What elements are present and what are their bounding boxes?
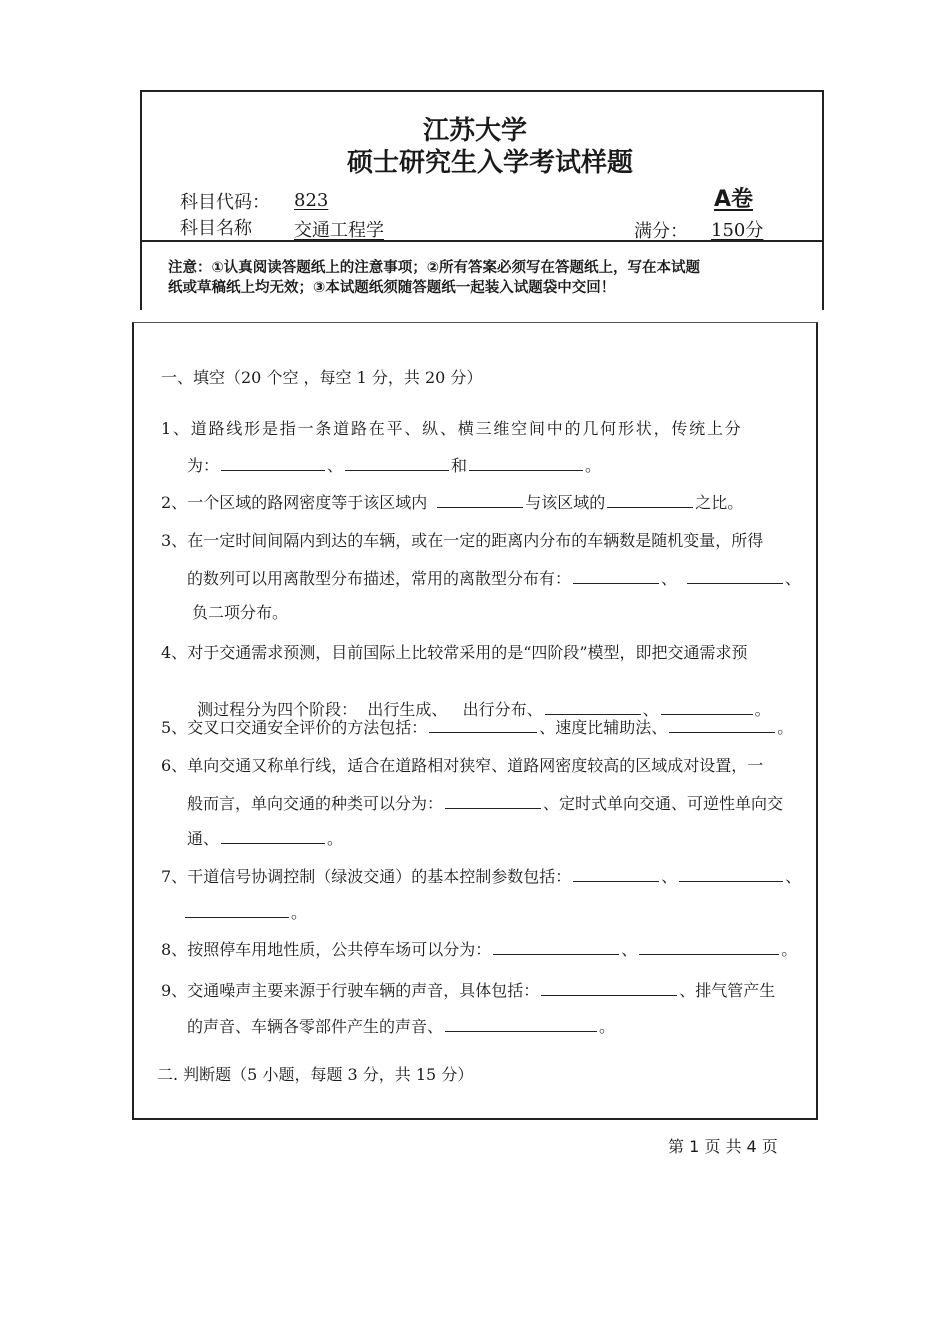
question-1-line2	[187, 453, 601, 476]
question-7-line2	[183, 900, 307, 923]
question-6-line2	[187, 791, 783, 814]
q8-text-b: 、	[621, 940, 638, 959]
q6-text-b: 、定时式单向交通、可逆性单向交	[543, 794, 784, 813]
section-1-title: 一、填空（20 个空 ，每空 1 分，共 20 分）	[161, 368, 483, 387]
subject-name-value: 交通工程学	[294, 220, 384, 241]
q5-blank-1[interactable]	[429, 716, 537, 733]
q6-text-a: 般而言，单向交通的种类可以分为：	[187, 794, 444, 813]
q3-blank-1[interactable]	[573, 567, 659, 584]
q9-blank-1[interactable]	[541, 979, 677, 996]
q1-blank-3[interactable]	[469, 454, 583, 471]
question-5	[161, 715, 793, 738]
q1-line1: 道路线形是指一条道路在平、纵、横三维空间中的几何形状，传统上分	[190, 419, 743, 438]
exam-title: 硕士研究生入学考试样题	[346, 148, 633, 178]
question-6-line3	[187, 826, 343, 849]
question-9-line2	[187, 1014, 615, 1037]
q6-blank-2[interactable]	[221, 827, 325, 844]
question-4	[161, 640, 748, 663]
q5-text-b: 、速度比辅助法、	[539, 718, 668, 737]
q8-number: 8、	[161, 940, 188, 959]
q4-number: 4、	[161, 643, 188, 662]
q6-text-d: 。	[327, 829, 344, 848]
full-score-value: 150分	[711, 220, 764, 241]
q5-number: 5、	[161, 718, 188, 737]
q2-blank-1[interactable]	[437, 491, 523, 508]
question-6	[161, 753, 763, 776]
school-name: 江苏大学	[422, 116, 527, 146]
q7-text-b: 、	[661, 867, 678, 886]
q2-text-b: 与该区域的	[525, 493, 606, 512]
q7-number: 7、	[161, 867, 188, 886]
page-number: 第 1 页 共 4 页	[668, 1137, 778, 1156]
question-9	[161, 978, 775, 1001]
q9-text-d: 。	[599, 1017, 616, 1036]
question-3-line3: 负二项分布。	[192, 603, 289, 622]
q1-text-c: 和	[451, 456, 468, 475]
question-1	[161, 416, 743, 439]
q7-blank-3[interactable]	[185, 901, 289, 918]
section-2-title: 二. 判断题（5 小题，每题 3 分，共 15 分）	[157, 1065, 474, 1084]
q9-text-b: 、排气管产生	[679, 981, 776, 1000]
q6-text-c: 通、	[187, 829, 220, 848]
q7-text-d: 。	[291, 903, 308, 922]
question-8	[161, 937, 797, 960]
q4-blank-1[interactable]	[545, 698, 641, 715]
q3-line1: 在一定时间间隔内到达的车辆，或在一定的距离内分布的车辆数是随机变量，所得	[187, 531, 764, 550]
question-3-line2	[187, 566, 801, 589]
q9-text-c: 的声音、车辆各零部件产生的声音、	[187, 1017, 444, 1036]
q4-text-a: 测过程分为四个阶段： 出行生成、 出行分布、	[197, 700, 543, 719]
q6-line1: 单向交通又称单行线，适合在道路相对狭窄、道路网密度较高的区域成对设置，一	[187, 756, 764, 775]
q5-text-a: 交叉口交通安全评价的方法包括：	[187, 718, 428, 737]
q1-text-a: 为：	[187, 456, 220, 475]
notice	[168, 258, 700, 298]
q9-text-a: 交通噪声主要来源于行驶车辆的声音，具体包括：	[187, 981, 540, 1000]
q1-blank-2[interactable]	[345, 454, 449, 471]
q9-blank-2[interactable]	[445, 1015, 597, 1032]
q6-number: 6、	[161, 756, 188, 775]
q5-text-c: 。	[777, 718, 794, 737]
q1-number: 1、	[161, 419, 191, 438]
q3-blank-2[interactable]	[687, 567, 783, 584]
q5-blank-2[interactable]	[669, 716, 775, 733]
question-4-line2	[187, 678, 771, 720]
subject-code-value: 823	[294, 190, 329, 211]
q3-text-c: 、	[785, 569, 802, 588]
notice-line-2: 纸或草稿纸上均无效；③本试题纸须随答题纸一起装入试题袋中交回！	[168, 280, 616, 296]
q2-number: 2、	[161, 493, 188, 512]
q3-text-a: 的数列可以用离散型分布描述，常用的离散型分布有：	[187, 569, 572, 588]
q1-text-d: 。	[585, 456, 602, 475]
q1-blank-1[interactable]	[221, 454, 325, 471]
q4-blank-2[interactable]	[661, 698, 753, 715]
question-2	[161, 490, 743, 513]
q2-text-a: 一个区域的路网密度等于该区域内	[187, 493, 428, 512]
q7-text-c: 、	[785, 867, 802, 886]
q8-text-c: 。	[781, 940, 798, 959]
q2-blank-2[interactable]	[607, 491, 693, 508]
q8-blank-2[interactable]	[639, 938, 779, 955]
q8-text-a: 按照停车用地性质，公共停车场可以分为：	[187, 940, 492, 959]
question-7	[161, 864, 801, 887]
q4-text-b: 、	[642, 700, 659, 719]
q6-blank-1[interactable]	[445, 792, 541, 809]
notice-line-1: 注意：①认真阅读答题纸上的注意事项；②所有答案必须写在答题纸上，写在本试题	[168, 260, 701, 276]
q3-number: 3、	[161, 531, 188, 550]
q4-line1: 对于交通需求预测，目前国际上比较常采用的是“四阶段”模型，即把交通需求预	[187, 643, 748, 662]
q4-text-c: 。	[754, 700, 771, 719]
q1-text-b: 、	[327, 456, 344, 475]
q8-blank-1[interactable]	[493, 938, 619, 955]
subject-name-label: 科目名称	[180, 218, 252, 239]
q7-blank-1[interactable]	[573, 865, 659, 882]
paper-version: A卷	[714, 187, 754, 212]
q3-text-b: 、	[661, 569, 678, 588]
question-3	[161, 528, 763, 551]
full-score-label: 满分：	[634, 221, 688, 242]
subject-code-label: 科目代码：	[180, 192, 270, 213]
q9-number: 9、	[161, 981, 188, 1000]
q2-text-c: 之比。	[695, 493, 744, 512]
q7-text-a: 干道信号协调控制（绿波交通）的基本控制参数包括：	[187, 867, 572, 886]
q7-blank-2[interactable]	[679, 865, 783, 882]
